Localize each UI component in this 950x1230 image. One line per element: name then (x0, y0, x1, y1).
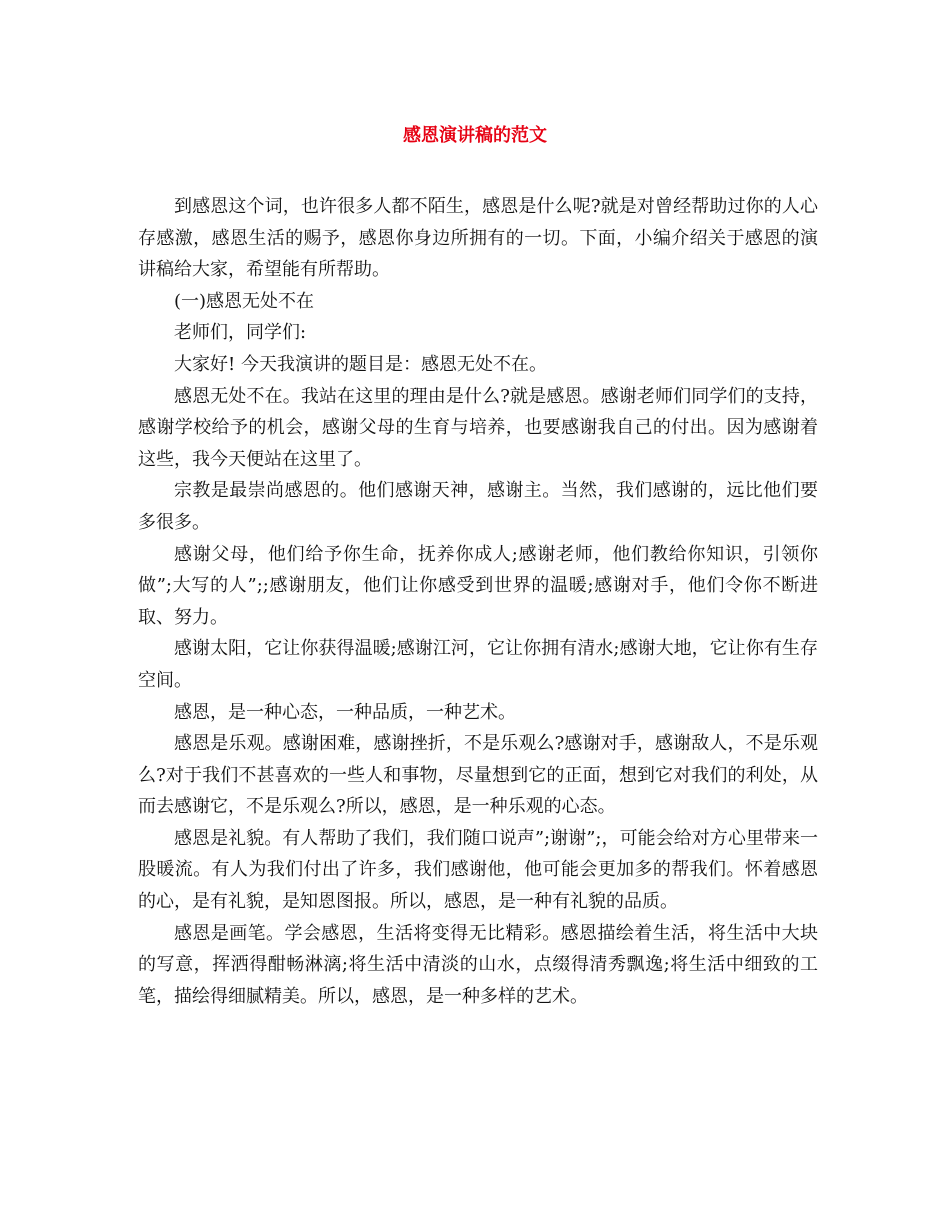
section-heading: (一)感恩无处不在 (174, 290, 315, 312)
paragraph: 感谢父母，他们给予你生命，抚养你成人;感谢老师，他们教给你知识，引领你做”;大写的人”;;感谢朋友，他们让你感受到世界的温暖;感谢对手，他们令你不断进取、努力。 (138, 543, 818, 628)
paragraph: 感恩是乐观。感谢困难，感谢挫折，不是乐观么?感谢对手，感谢敌人，不是乐观么?对于我们不甚喜欢的一些人和事物，尽量想到它的正面，想到它对我们的利处，从而去感谢它，不是乐观么?所以，感恩，是一种乐观的心态。 (138, 733, 818, 818)
document-title: 感恩演讲稿的范文 (403, 125, 547, 146)
paragraph: 感恩无处不在。我站在这里的理由是什么?就是感恩。感谢老师们同学们的支持，感谢学校给予的机会，感谢父母的生育与培养，也要感谢我自己的付出。因为感谢着这些，我今天便站在这里了。 (138, 385, 818, 470)
paragraph: 到感恩这个词，也许很多人都不陌生，感恩是什么呢?就是对曾经帮助过你的人心存感激，感恩生活的赐予，感恩你身边所拥有的一切。下面，小编介绍关于感恩的演讲稿给大家，希望能有所帮助。 (138, 196, 818, 281)
paragraph: 宗教是最崇尚感恩的。他们感谢天神，感谢主。当然，我们感谢的，远比他们要多很多。 (138, 480, 818, 533)
paragraph: 大家好! 今天我演讲的题目是：感恩无处不在。 (174, 353, 547, 375)
paragraph: 老师们，同学们: (174, 322, 307, 344)
paragraph: 感恩，是一种心态，一种品质，一种艺术。 (174, 701, 516, 723)
paragraph: 感恩是礼貌。有人帮助了我们，我们随口说声”;谢谢”;，可能会给对方心里带来一股暖流。有人为我们付出了许多，我们感谢他，他可能会更加多的帮我们。怀着感恩的心，是有礼貌，是知恩图报。所以，感恩，是一种有礼貌的品质。 (138, 827, 818, 913)
document-body (138, 191, 818, 1012)
paragraph: 感谢太阳，它让你获得温暖;感谢江河，它让你拥有清水;感谢大地，它让你有生存空间。 (138, 638, 818, 691)
paragraph: 感恩是画笔。学会感恩，生活将变得无比精彩。感恩描绘着生活，将生活中大块的写意，挥洒得酣畅淋漓;将生活中清淡的山水，点缀得清秀飘逸;将生活中细致的工笔，描绘得细腻精美。所以，感恩，是一种多样的艺术。 (138, 922, 818, 1007)
